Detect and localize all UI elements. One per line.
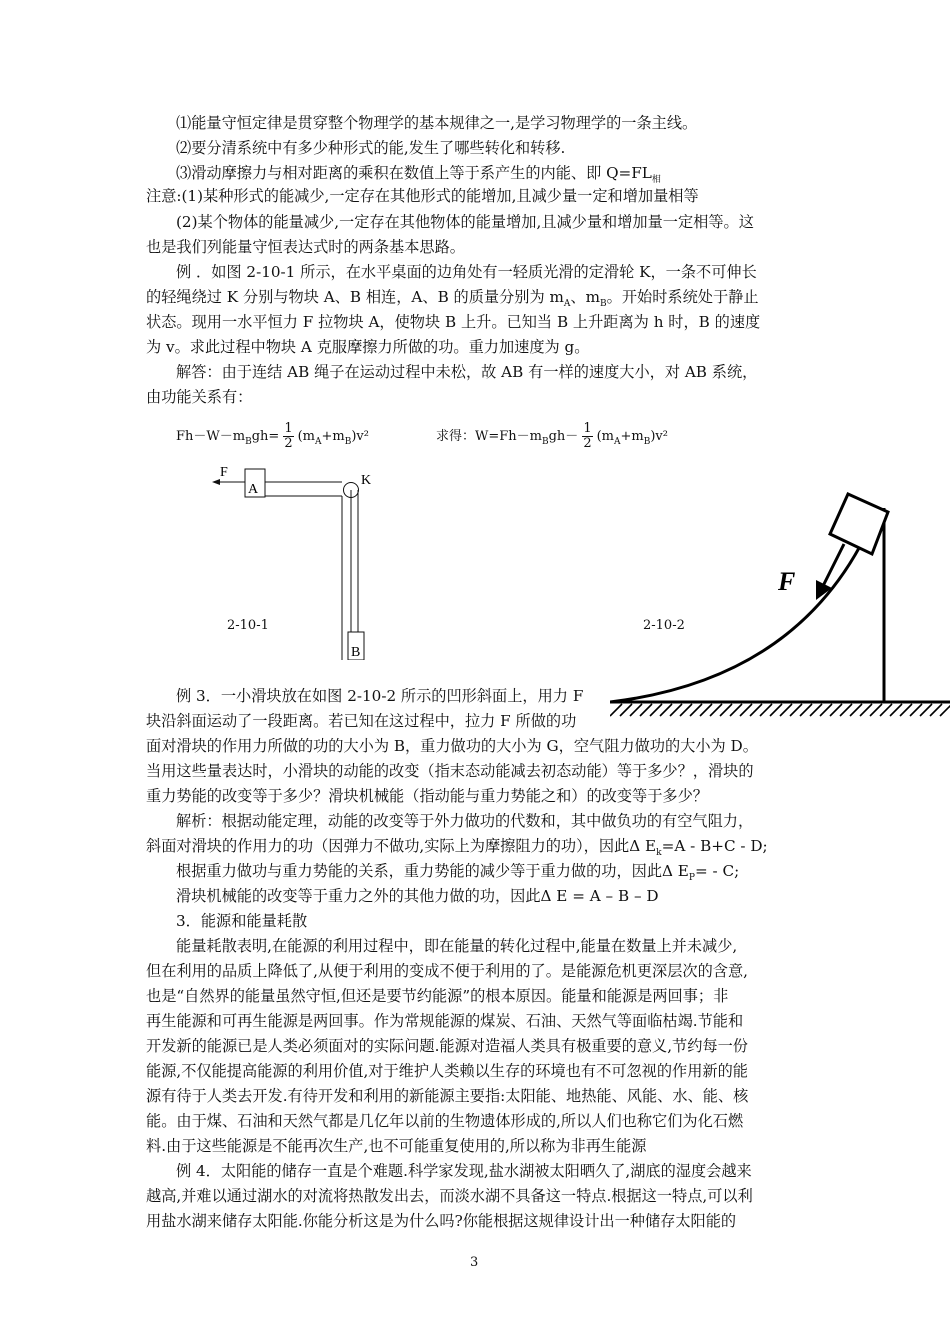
text-run: =A - B+C - D; xyxy=(661,837,768,855)
text-line: 面对滑块的作用力所做的功的大小为 B，重力做功的大小为 G，空气阻力做功的大小为 D。 xyxy=(146,737,758,755)
figure-caption: 2-10-2 xyxy=(643,618,685,633)
eq-run: (m xyxy=(596,429,614,444)
slider-block xyxy=(830,494,888,554)
text-line: 料.由于这些能源是不能再次生产,也不可能重复使用的,所以称为非再生能源 xyxy=(146,1137,647,1155)
section-title: 3．能源和能量耗散 xyxy=(176,912,308,930)
text-line: 能。由于煤、石油和天然气都是几亿年以前的生物遗体形成的,所以人们也称它们为化石燃 xyxy=(146,1112,744,1130)
text-run: 、m xyxy=(570,288,601,306)
eq-run: Fh－W－m xyxy=(176,429,246,444)
text-line: 注意:(1)某种形式的能减少,一定存在其他形式的能增加,且减少量一定和增加量相等 xyxy=(146,187,699,205)
text-run: 根据重力做功与重力势能的关系，重力势能的减少等于重力做的功，因此Δ E xyxy=(176,862,689,880)
text-line: 例 4．太阳能的储存一直是个难题.科学家发现,盐水湖被太阳晒久了,湖底的湿度会越来 xyxy=(176,1162,752,1180)
subscript: P xyxy=(688,873,695,883)
block-a-label: A xyxy=(248,482,259,497)
equation-1 xyxy=(176,422,369,456)
text-line: 例 3．一小滑块放在如图 2-10-2 所示的凹形斜面上，用力 F xyxy=(176,687,584,705)
subscript: A xyxy=(563,299,571,309)
subscript: B xyxy=(643,437,651,447)
text-line: 为 v。求此过程中物块 A 克服摩擦力所做的功。重力加速度为 g。 xyxy=(146,338,590,356)
eq-run: +m xyxy=(620,429,644,444)
text-line: 能量耗散表明,在能源的利用过程中，即在能量的转化过程中,能量在数量上并未减少, xyxy=(176,937,738,955)
text-line: ⑴能量守恒定律是贯穿整个物理学的基本规律之一,是学习物理学的一条主线。 xyxy=(176,114,698,132)
text-line: 块沿斜面运动了一段距离。若已知在这过程中，拉力 F 所做的功 xyxy=(146,712,577,730)
numerator: 1 xyxy=(284,421,293,436)
text-line: 解答：由于连结 AB 绳子在运动过程中未松，故 AB 有一样的速度大小，对 AB 系统， xyxy=(176,363,758,381)
text-line: 源有待于人类去开发.有待开发和利用的新能源主要指:太阳能、地热能、风能、水、能、核 xyxy=(146,1087,749,1105)
numerator: 1 xyxy=(583,421,592,436)
text-run: 的轻绳绕过 K 分别与物块 A、B 相连，A、B 的质量分别为 m xyxy=(146,288,564,306)
subscript: A xyxy=(614,437,621,447)
text-line: 解析：根据动能定理，动能的改变等于外力做功的代数和，其中做负功的有空气阻力， xyxy=(176,812,754,830)
text-line: 例 ．如图 2-10-1 所示，在水平桌面的边角处有一轻质光滑的定滑轮 K，一条不可伸长 xyxy=(176,263,757,281)
figure-2-10-2 xyxy=(610,478,950,738)
eq-run: (m xyxy=(297,429,315,444)
arrow-head-icon xyxy=(212,479,220,485)
subscript: B xyxy=(344,437,352,447)
denominator: 2 xyxy=(284,436,293,451)
force-label: F xyxy=(220,465,228,480)
text-line xyxy=(146,836,768,863)
text-line xyxy=(146,287,759,314)
denominator: 2 xyxy=(583,436,592,451)
text-line: (2)某个物体的能量减少,一定存在其他物体的能量增加,且减少量和增加量一定相等。这 xyxy=(176,213,754,231)
subscript: B xyxy=(541,437,549,447)
text-line: 但在利用的品质上降低了,从便于利用的变成不便于利用的了。是能源危机更深层次的含意, xyxy=(146,962,748,980)
text-line: 再生能源和可再生能源是两回事。作为常规能源的煤炭、石油、天然气等面临枯竭.节能和 xyxy=(146,1012,744,1030)
subscript: B xyxy=(600,299,607,309)
text-run: 斜面对滑块的作用力的功（因弹力不做功,实际上为摩擦阻力的功），因此Δ E xyxy=(146,837,657,855)
eq-run: 求得：W=Fh－m xyxy=(436,429,542,444)
text-line xyxy=(176,861,739,888)
subscript: B xyxy=(245,437,252,447)
text-line: 由功能关系有： xyxy=(146,388,253,406)
text-line: 重力势能的改变等于多少？滑块机械能（指动能与重力势能之和）的改变等于多少？ xyxy=(146,787,708,805)
text-run: = - C; xyxy=(694,862,740,880)
pulley-label: K xyxy=(361,473,372,488)
text-line: 越高,并难以通过湖水的对流将热散发出去，而淡水湖不具备这一特点.根据这一特点,可以利 xyxy=(146,1187,753,1205)
force-arrow xyxy=(822,544,844,588)
subscript: k xyxy=(656,848,662,858)
eq-run: )v² xyxy=(650,429,668,444)
text-line: 滑块机械能的改变等于重力之外的其他力做的功，因此Δ E = A – B – D xyxy=(176,887,659,905)
eq-run: +m xyxy=(321,429,345,444)
text-line: 能源,不仅能提高能源的利用价值,对于维护人类赖以生存的环境也有不可忽视的作用新的能 xyxy=(146,1062,748,1080)
subscript: 相 xyxy=(651,175,661,185)
eq-run: gh－ xyxy=(548,429,579,444)
text-run: 。开始时系统处于静止 xyxy=(606,288,759,306)
subscript: A xyxy=(315,437,322,447)
text-line: 状态。现用一水平恒力 F 拉物块 A，使物块 B 上升。已知当 B 上升距离为 h 时，B 的速度 xyxy=(146,313,761,331)
fraction xyxy=(582,422,592,451)
eq-run: gh= xyxy=(251,429,280,444)
force-label: F xyxy=(778,567,796,596)
eq-run: )v² xyxy=(351,429,369,444)
text-line: ⑵要分清系统中有多少种形式的能,发生了哪些转化和转移. xyxy=(176,139,566,157)
equation-2 xyxy=(436,422,668,456)
page-number: 3 xyxy=(470,1255,479,1270)
block-b-label: B xyxy=(351,645,361,660)
text-line: 也是我们列能量守恒表达式时的两条基本思路。 xyxy=(146,238,465,256)
text-line: 开发新的能源已是人类必须面对的实际问题.能源对造福人类具有极重要的意义,节约每一份 xyxy=(146,1037,748,1055)
figure-caption: 2-10-1 xyxy=(227,618,269,633)
text-line: 也是“自然界的能量虽然守恒,但还是要节约能源”的根本原因。能量和能源是两回事；非 xyxy=(146,987,729,1005)
text-line: 当用这些量表达时，小滑块的动能的改变（指末态动能减去初态动能）等于多少？，滑块的 xyxy=(146,762,754,780)
text-line: 用盐水湖来储存太阳能.你能分析这是为什么吗?你能根据这规律设计出一种储存太阳能的 xyxy=(146,1212,737,1230)
text-run: ⑶滑动摩擦力与相对距离的乘积在数值上等于系产生的内能、即 Q=FL xyxy=(176,164,652,182)
fraction xyxy=(283,422,293,451)
